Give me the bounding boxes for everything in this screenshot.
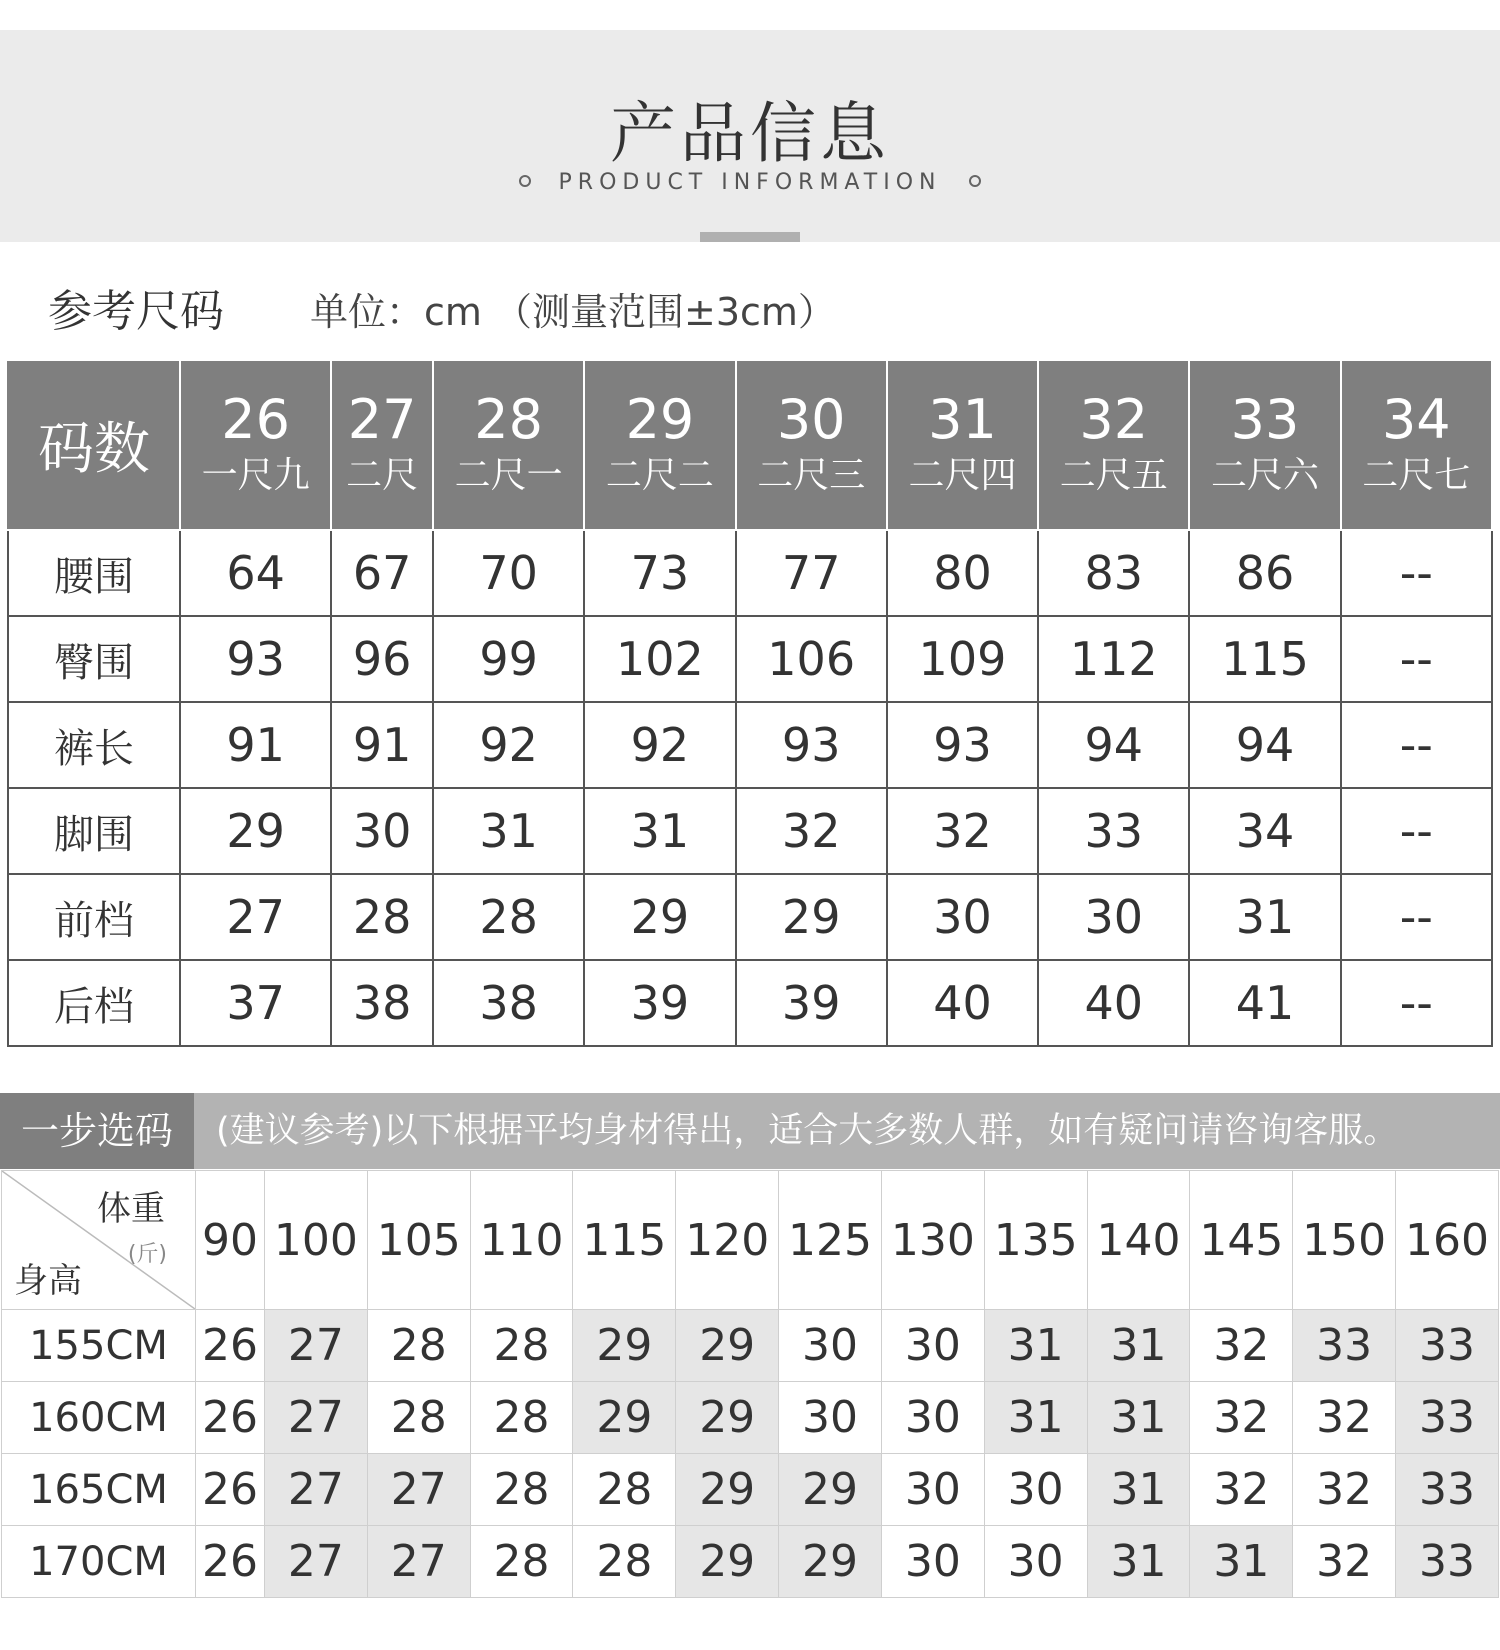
table-cell: -- <box>1341 960 1492 1046</box>
size-number: 32 <box>1079 388 1149 451</box>
weight-header-cell: 135 <box>984 1171 1087 1310</box>
table-cell: 73 <box>584 530 735 616</box>
table-cell: -- <box>1341 702 1492 788</box>
size-cell: 30 <box>984 1526 1087 1598</box>
size-header-cell <box>736 360 887 530</box>
table-cell: 112 <box>1038 616 1189 702</box>
weight-header-cell: 100 <box>264 1171 367 1310</box>
table-cell: 93 <box>180 616 331 702</box>
table-cell: 39 <box>584 960 735 1046</box>
size-chinese: 二尺六 <box>1210 455 1319 496</box>
size-cell: 33 <box>1396 1382 1499 1454</box>
size-cell: 29 <box>779 1526 882 1598</box>
row-label: 后档 <box>8 960 180 1046</box>
weight-header-cell: 125 <box>779 1171 882 1310</box>
table-row <box>8 702 1492 788</box>
height-row-label: 155CM <box>2 1310 196 1382</box>
table-cell: -- <box>1341 874 1492 960</box>
table-cell: 37 <box>180 960 331 1046</box>
size-header-cell <box>180 360 331 530</box>
table-cell: -- <box>1341 530 1492 616</box>
table-row <box>2 1454 1499 1526</box>
size-cell: 27 <box>264 1454 367 1526</box>
table-row <box>8 960 1492 1046</box>
size-corner-label: 码数 <box>8 360 180 530</box>
size-number: 34 <box>1381 388 1451 451</box>
unit-note: 单位：cm （测量范围±3cm） <box>310 290 836 334</box>
table-cell: 31 <box>433 788 584 874</box>
size-cell: 31 <box>1087 1310 1190 1382</box>
table-cell: 38 <box>433 960 584 1046</box>
weight-header-cell: 140 <box>1087 1171 1190 1310</box>
table-cell: 29 <box>584 874 735 960</box>
table-cell: 30 <box>331 788 433 874</box>
size-chinese: 二尺五 <box>1059 455 1168 496</box>
table-cell: 40 <box>887 960 1038 1046</box>
size-cell: 29 <box>573 1382 676 1454</box>
size-header-cell <box>1341 360 1492 530</box>
row-label: 裤长 <box>8 702 180 788</box>
size-cell: 32 <box>1190 1382 1293 1454</box>
reference-title: 参考尺码 <box>48 286 224 337</box>
table-cell: 93 <box>887 702 1038 788</box>
size-cell: 28 <box>367 1382 470 1454</box>
size-cell: 29 <box>779 1454 882 1526</box>
row-label: 脚围 <box>8 788 180 874</box>
size-header-cell <box>584 360 735 530</box>
size-cell: 28 <box>470 1526 573 1598</box>
size-cell: 31 <box>1087 1454 1190 1526</box>
table-cell: 32 <box>887 788 1038 874</box>
size-cell: 30 <box>984 1454 1087 1526</box>
size-cell: 33 <box>1396 1454 1499 1526</box>
table-cell: 70 <box>433 530 584 616</box>
size-header-cell <box>433 360 584 530</box>
table-cell: 31 <box>584 788 735 874</box>
size-cell: 28 <box>367 1310 470 1382</box>
weight-header-cell: 160 <box>1396 1171 1499 1310</box>
weight-header-cell: 120 <box>676 1171 779 1310</box>
table-cell: 30 <box>1038 874 1189 960</box>
row-label: 腰围 <box>8 530 180 616</box>
circle-icon <box>519 175 531 187</box>
weight-header-cell: 110 <box>470 1171 573 1310</box>
size-cell: 32 <box>1190 1310 1293 1382</box>
size-number: 26 <box>221 388 290 451</box>
table-cell: 27 <box>180 874 331 960</box>
size-number: 33 <box>1230 388 1300 451</box>
table-cell: -- <box>1341 788 1492 874</box>
table-cell: 38 <box>331 960 433 1046</box>
size-number: 28 <box>474 388 544 451</box>
header-banner <box>0 30 1500 242</box>
table-row <box>8 530 1492 616</box>
size-cell: 30 <box>881 1310 984 1382</box>
size-chinese: 二尺二 <box>605 455 714 496</box>
size-cell: 26 <box>196 1382 265 1454</box>
step-label: 一步选码 <box>0 1093 194 1169</box>
table-row <box>8 874 1492 960</box>
table-cell: 94 <box>1189 702 1340 788</box>
size-cell: 28 <box>573 1526 676 1598</box>
table-cell: 40 <box>1038 960 1189 1046</box>
size-cell: 26 <box>196 1454 265 1526</box>
weight-header-cell: 90 <box>196 1171 265 1310</box>
size-cell: 31 <box>1190 1526 1293 1598</box>
size-cell: 27 <box>367 1526 470 1598</box>
table-cell: -- <box>1341 616 1492 702</box>
size-cell: 32 <box>1293 1382 1396 1454</box>
table-cell: 41 <box>1189 960 1340 1046</box>
weight-label: 体重 <box>97 1189 165 1229</box>
table-cell: 102 <box>584 616 735 702</box>
page-subtitle-text: PRODUCT INFORMATION <box>558 170 942 195</box>
size-cell: 33 <box>1396 1310 1499 1382</box>
circle-icon <box>969 175 981 187</box>
size-cell: 29 <box>676 1454 779 1526</box>
table-row <box>2 1526 1499 1598</box>
size-cell: 28 <box>470 1454 573 1526</box>
size-cell: 31 <box>1087 1526 1190 1598</box>
size-cell: 33 <box>1396 1526 1499 1598</box>
table-cell: 39 <box>736 960 887 1046</box>
table-cell: 67 <box>331 530 433 616</box>
size-chinese: 二尺三 <box>757 455 866 496</box>
step-note: (建议参考)以下根据平均身材得出，适合大多数人群，如有疑问请咨询客服。 <box>216 1111 1399 1151</box>
size-cell: 30 <box>881 1526 984 1598</box>
size-cell: 26 <box>196 1310 265 1382</box>
table-cell: 28 <box>331 874 433 960</box>
table-cell: 30 <box>887 874 1038 960</box>
table-cell: 33 <box>1038 788 1189 874</box>
table-cell: 99 <box>433 616 584 702</box>
weight-header-row <box>2 1171 1499 1310</box>
size-cell: 28 <box>470 1310 573 1382</box>
table-cell: 106 <box>736 616 887 702</box>
size-cell: 28 <box>573 1454 676 1526</box>
size-cell: 30 <box>881 1454 984 1526</box>
size-cell: 27 <box>264 1310 367 1382</box>
size-cell: 27 <box>264 1526 367 1598</box>
size-header-row <box>8 360 1492 530</box>
size-chinese: 二尺七 <box>1362 455 1471 496</box>
size-cell: 27 <box>264 1382 367 1454</box>
table-cell: 83 <box>1038 530 1189 616</box>
size-cell: 29 <box>573 1310 676 1382</box>
recommendation-table <box>1 1170 1499 1598</box>
size-cell: 29 <box>676 1526 779 1598</box>
size-cell: 30 <box>779 1310 882 1382</box>
weight-unit: (斤) <box>127 1242 167 1267</box>
size-header-cell <box>1038 360 1189 530</box>
height-row-label: 160CM <box>2 1382 196 1454</box>
table-cell: 109 <box>887 616 1038 702</box>
table-cell: 93 <box>736 702 887 788</box>
weight-header-cell: 105 <box>367 1171 470 1310</box>
table-cell: 86 <box>1189 530 1340 616</box>
size-header-cell <box>1189 360 1340 530</box>
size-number: 31 <box>928 388 997 451</box>
size-header-cell <box>331 360 433 530</box>
size-cell: 29 <box>676 1382 779 1454</box>
table-row <box>8 788 1492 874</box>
row-label: 臀围 <box>8 616 180 702</box>
table-cell: 92 <box>433 702 584 788</box>
size-cell: 31 <box>984 1382 1087 1454</box>
weight-header-cell: 115 <box>573 1171 676 1310</box>
size-table <box>7 359 1493 1047</box>
table-cell: 96 <box>331 616 433 702</box>
corner-cell <box>2 1171 196 1310</box>
row-label: 前档 <box>8 874 180 960</box>
table-cell: 92 <box>584 702 735 788</box>
table-cell: 77 <box>736 530 887 616</box>
size-cell: 31 <box>984 1310 1087 1382</box>
size-number: 29 <box>625 388 695 451</box>
size-chinese: 二尺 <box>346 455 419 496</box>
size-cell: 31 <box>1087 1382 1190 1454</box>
size-cell: 32 <box>1190 1454 1293 1526</box>
size-header-cell <box>887 360 1038 530</box>
page-subtitle <box>0 170 1500 195</box>
size-number: 27 <box>347 388 417 451</box>
size-cell: 30 <box>779 1382 882 1454</box>
table-cell: 29 <box>180 788 331 874</box>
size-chinese: 二尺四 <box>908 455 1017 496</box>
table-cell: 31 <box>1189 874 1340 960</box>
height-row-label: 165CM <box>2 1454 196 1526</box>
table-cell: 34 <box>1189 788 1340 874</box>
height-row-label: 170CM <box>2 1526 196 1598</box>
table-cell: 29 <box>736 874 887 960</box>
size-cell: 30 <box>881 1382 984 1454</box>
weight-header-cell: 145 <box>1190 1171 1293 1310</box>
size-chinese: 一尺九 <box>201 455 310 496</box>
size-cell: 32 <box>1293 1454 1396 1526</box>
table-row <box>8 616 1492 702</box>
size-cell: 27 <box>367 1454 470 1526</box>
table-cell: 80 <box>887 530 1038 616</box>
weight-header-cell: 150 <box>1293 1171 1396 1310</box>
table-cell: 32 <box>736 788 887 874</box>
step-bar <box>0 1093 1500 1169</box>
table-row <box>2 1382 1499 1454</box>
size-cell: 32 <box>1293 1526 1396 1598</box>
height-label: 身高 <box>14 1261 82 1301</box>
reference-row <box>48 275 1468 335</box>
size-chinese: 二尺一 <box>454 455 563 496</box>
table-cell: 115 <box>1189 616 1340 702</box>
table-cell: 64 <box>180 530 331 616</box>
size-cell: 29 <box>676 1310 779 1382</box>
table-row <box>2 1310 1499 1382</box>
size-cell: 33 <box>1293 1310 1396 1382</box>
page-title: 产品信息 <box>610 95 890 172</box>
weight-header-cell: 130 <box>881 1171 984 1310</box>
size-cell: 26 <box>196 1526 265 1598</box>
table-cell: 28 <box>433 874 584 960</box>
table-cell: 91 <box>180 702 331 788</box>
table-cell: 91 <box>331 702 433 788</box>
header-underline <box>700 232 800 242</box>
size-cell: 28 <box>470 1382 573 1454</box>
size-number: 30 <box>776 388 846 451</box>
table-cell: 94 <box>1038 702 1189 788</box>
